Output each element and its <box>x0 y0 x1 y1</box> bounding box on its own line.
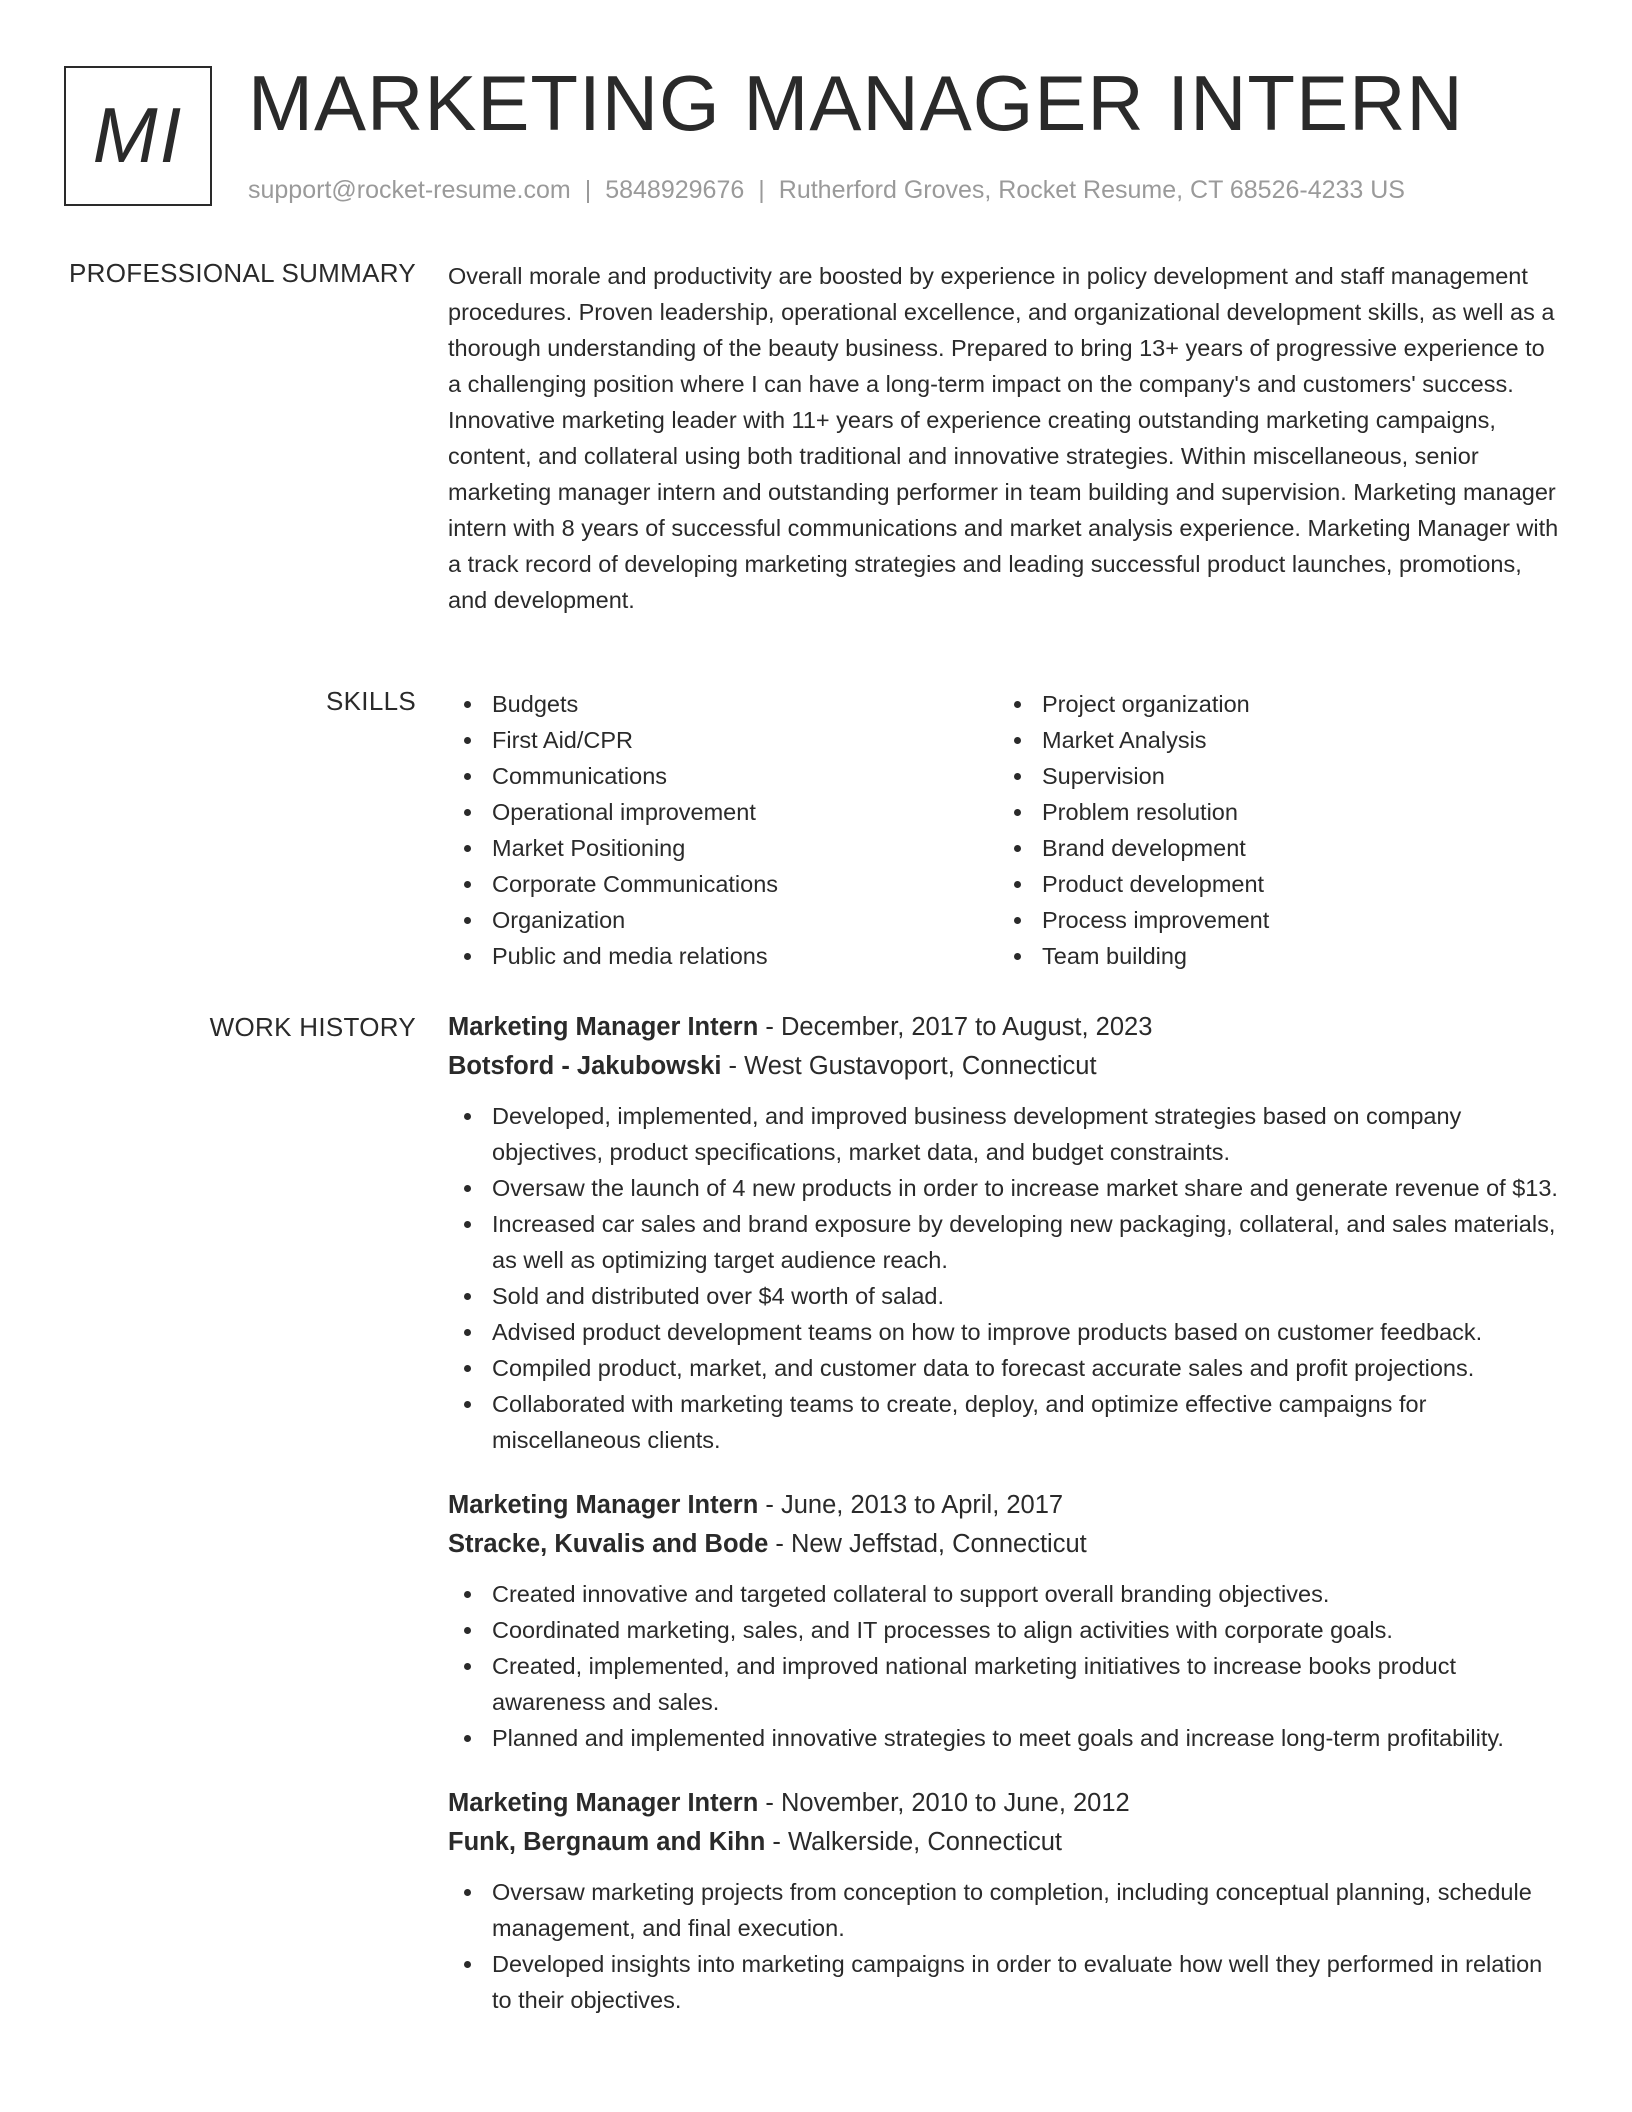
job-bullet: Increased car sales and brand exposure by developing new packaging, collateral, and sales materials, as well as optimizing target audience reach. <box>448 1206 1560 1278</box>
job-bullet: Developed insights into marketing campaigns in order to evaluate how well they performed in relation to their objectives. <box>448 1946 1560 2018</box>
skill-item: Market Analysis <box>998 722 1548 758</box>
job-title: Marketing Manager Intern <box>448 1013 759 1041</box>
job-bullet-list <box>448 1874 1560 2018</box>
job-company-line <box>448 1047 1560 1086</box>
skill-item: Product development <box>998 866 1548 902</box>
job-bullet-list <box>448 1098 1560 1458</box>
contact-phone: 5848929676 <box>605 176 745 204</box>
skill-item: First Aid/CPR <box>448 722 998 758</box>
job-location: - Walkerside, Connecticut <box>765 1828 1063 1856</box>
job-bullet: Sold and distributed over $4 worth of salad. <box>448 1278 1560 1314</box>
skill-item: Corporate Communications <box>448 866 998 902</box>
job-bullet: Compiled product, market, and customer data to forecast accurate sales and profit projections. <box>448 1350 1560 1386</box>
skill-item: Team building <box>998 938 1548 974</box>
skill-item: Supervision <box>998 758 1548 794</box>
skill-item: Budgets <box>448 686 998 722</box>
contact-address: Rutherford Groves, Rocket Resume, CT 68526-4233 US <box>778 176 1405 204</box>
job-company-line <box>448 1525 1560 1564</box>
job-location: - West Gustavoport, Connecticut <box>721 1052 1097 1080</box>
resume-title: MARKETING MANAGER INTERN <box>248 59 1464 147</box>
skill-item: Organization <box>448 902 998 938</box>
skill-item: Public and media relations <box>448 938 998 974</box>
job-location: - New Jeffstad, Connecticut <box>768 1530 1087 1558</box>
job-title-line <box>448 1784 1560 1823</box>
job-title-line <box>448 1486 1560 1525</box>
skill-item: Brand development <box>998 830 1548 866</box>
skill-item: Process improvement <box>998 902 1548 938</box>
job-dates: - November, 2010 to June, 2012 <box>758 1789 1130 1817</box>
section-label-work-history: WORK HISTORY <box>209 1012 416 1042</box>
job-company: Stracke, Kuvalis and Bode <box>448 1530 769 1558</box>
job-entry <box>448 1008 1560 1458</box>
skills-left-column <box>448 686 998 974</box>
job-bullet: Oversaw marketing projects from conception to completion, including conceptual planning, schedule management, and final execution. <box>448 1874 1560 1946</box>
contact-line <box>248 176 1405 205</box>
resume-header <box>64 59 1572 214</box>
job-bullet-list <box>448 1576 1560 1756</box>
skill-item: Operational improvement <box>448 794 998 830</box>
job-title: Marketing Manager Intern <box>448 1491 759 1519</box>
job-title-line <box>448 1008 1560 1047</box>
job-company-line <box>448 1823 1560 1862</box>
job-dates: - June, 2013 to April, 2017 <box>758 1491 1064 1519</box>
job-dates: - December, 2017 to August, 2023 <box>758 1013 1153 1041</box>
skills-right-column <box>998 686 1548 974</box>
monogram-logo <box>64 66 212 206</box>
job-bullet: Coordinated marketing, sales, and IT processes to align activities with corporate goals. <box>448 1612 1560 1648</box>
job-bullet: Collaborated with marketing teams to create, deploy, and optimize effective campaigns for miscellaneous clients. <box>448 1386 1560 1458</box>
skill-item: Market Positioning <box>448 830 998 866</box>
section-label-skills: SKILLS <box>326 686 416 716</box>
skills-columns <box>448 686 1560 974</box>
job-bullet: Developed, implemented, and improved business development strategies based on company objectives, product specifications, market data, and budget constraints. <box>448 1098 1560 1170</box>
contact-separator: | <box>584 176 592 204</box>
job-bullet: Planned and implemented innovative strategies to meet goals and increase long-term profitability. <box>448 1720 1560 1756</box>
monogram-initials: MI <box>92 90 184 179</box>
summary-text: Overall morale and productivity are boosted by experience in policy development and staff management procedures. Proven leadership, operational excellence, and organizational development skills, as well as a thorough understanding of the beauty business. Prepared to bring 13+ years of progressive experience to a challenging position where I can have a long-term impact on the company's and customers' success. Innovative marketing leader with 11+ years of experience creating outstanding marketing campaigns, content, and collateral using both traditional and innovative strategies. Within miscellaneous, senior marketing manager intern and outstanding performer in team building and supervision. Marketing manager intern with 8 years of successful communications and market analysis experience. Marketing Manager with a track record of developing marketing strategies and leading successful product launches, promotions, and development. <box>448 263 1559 613</box>
skill-item: Project organization <box>998 686 1548 722</box>
summary-body <box>448 258 1560 618</box>
contact-email: support@rocket-resume.com <box>248 176 571 204</box>
job-company: Botsford - Jakubowski <box>448 1052 722 1080</box>
job-bullet: Created, implemented, and improved national marketing initiatives to increase books product awareness and sales. <box>448 1648 1560 1720</box>
job-entry <box>448 1486 1560 1756</box>
skills-body <box>448 686 1560 974</box>
work-history-body <box>448 1008 1560 2046</box>
job-company: Funk, Bergnaum and Kihn <box>448 1828 766 1856</box>
contact-separator: | <box>758 176 765 204</box>
section-label-summary: PROFESSIONAL SUMMARY <box>69 258 416 288</box>
job-title: Marketing Manager Intern <box>448 1789 759 1817</box>
job-bullet: Created innovative and targeted collateral to support overall branding objectives. <box>448 1576 1560 1612</box>
skill-item: Problem resolution <box>998 794 1548 830</box>
skill-item: Communications <box>448 758 998 794</box>
job-bullet: Advised product development teams on how to improve products based on customer feedback. <box>448 1314 1560 1350</box>
job-entry <box>448 1784 1560 2018</box>
job-bullet: Oversaw the launch of 4 new products in order to increase market share and generate revenue of $13. <box>448 1170 1560 1206</box>
